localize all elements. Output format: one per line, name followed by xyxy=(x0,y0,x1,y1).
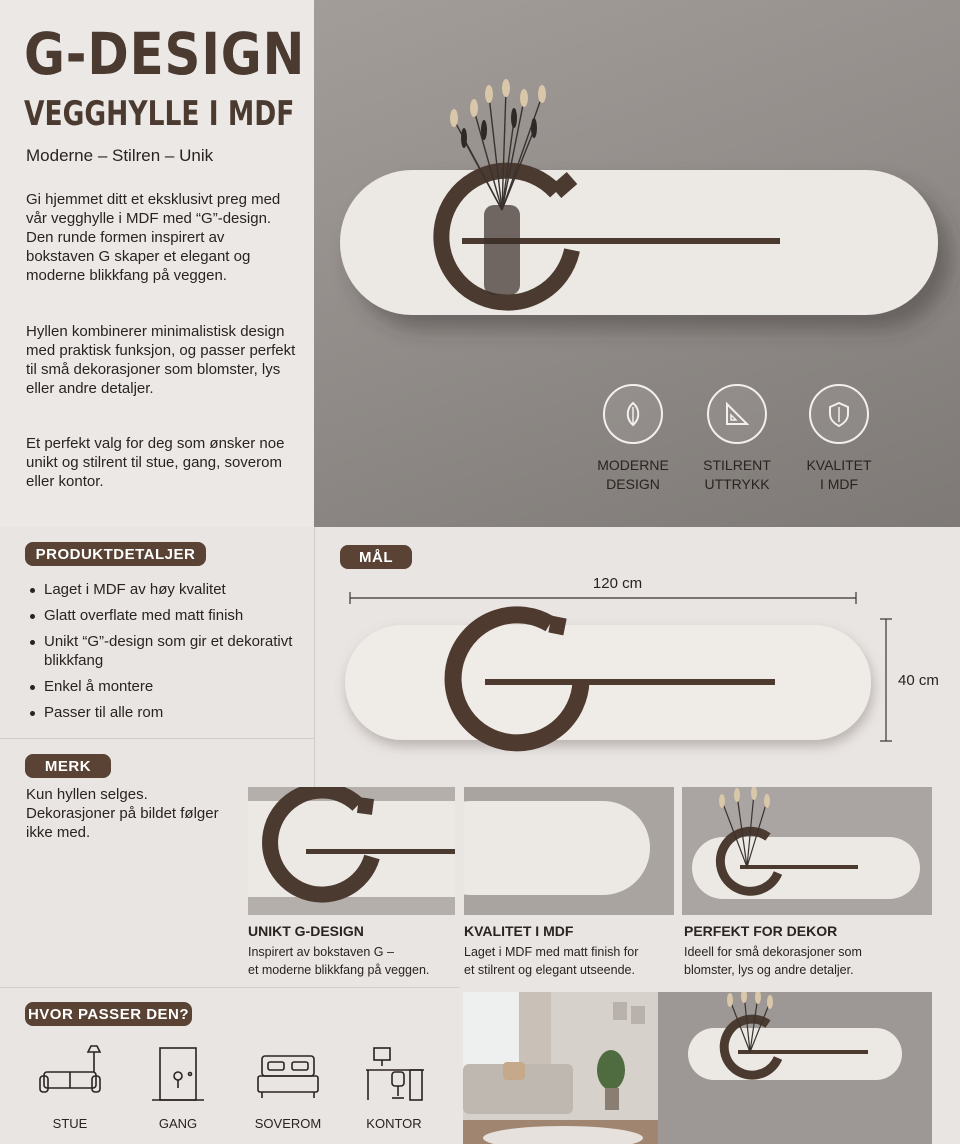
feature-label-line2: UTTRYKK xyxy=(704,476,770,492)
desk-icon xyxy=(354,1044,434,1104)
feature-label-line1: STILRENT xyxy=(703,457,771,473)
intro-panel xyxy=(0,0,314,527)
shield-icon xyxy=(809,384,869,444)
room-living-room xyxy=(30,1044,110,1131)
highlight-title: KVALITET I MDF xyxy=(464,923,574,939)
feature-label-line1: MODERNE xyxy=(597,457,669,473)
room-label: SOVEROM xyxy=(254,1116,322,1131)
highlight-description: Ideell for små dekorasjoner som blomster, lys og andre detaljer. xyxy=(684,945,862,977)
page-subtitle: VEGGHYLLE I MDF xyxy=(24,94,295,134)
section-divider xyxy=(0,987,460,988)
room-label: GANG xyxy=(158,1116,198,1131)
list-item: Enkel å montere xyxy=(30,677,300,696)
door-icon xyxy=(138,1044,218,1104)
ruler-triangle-icon xyxy=(707,384,767,444)
thumbnail-g-design xyxy=(248,787,455,915)
width-label: 120 cm xyxy=(592,575,643,592)
intro-paragraph-2: Hyllen kombinerer minimalistisk design med praktisk funksjon, og passer perfekt til små dekorasjoner som blomster, lys eller andre detaljer. xyxy=(26,323,296,397)
room-hallway xyxy=(138,1044,218,1131)
intro-paragraph-1: Gi hjemmet ditt et eksklusivt preg med vår vegghylle i MDF med “G”-design. Den runde formen inspirert av bokstaven G skaper et elegant og moderne blikkfang på veggen. xyxy=(26,191,281,284)
product-details-heading: PRODUKTDETALJER xyxy=(25,542,206,566)
room-bedroom xyxy=(248,1044,328,1131)
hero-product-photo xyxy=(314,0,960,527)
height-label: 40 cm xyxy=(898,672,939,689)
product-details-list xyxy=(30,580,300,729)
highlight-title: UNIKT G-DESIGN xyxy=(248,923,364,939)
tagline: Moderne – Stilren – Unik xyxy=(26,146,214,165)
section-divider xyxy=(0,738,314,739)
feature-label-line2: I MDF xyxy=(819,476,859,492)
highlight-description: Inspirert av bokstaven G – et moderne blikkfang på veggen. xyxy=(248,945,430,977)
feature-modern-design xyxy=(578,384,688,494)
thumbnail-decor xyxy=(682,787,932,915)
leaf-icon xyxy=(603,384,663,444)
bed-icon xyxy=(248,1044,328,1104)
list-item: Unikt “G”-design som gir et dekorativt blikkfang xyxy=(30,632,300,670)
sofa-icon xyxy=(30,1044,110,1104)
feature-label-line1: KVALITET xyxy=(806,457,872,473)
note-text: Kun hyllen selges. Dekorasjoner på bildet følger ikke med. xyxy=(26,786,219,841)
dimension-drawing xyxy=(315,527,960,787)
list-item: Passer til alle rom xyxy=(30,703,300,722)
page-title: G-DESIGN xyxy=(24,20,306,88)
shelf-wall-photo xyxy=(658,992,932,1144)
room-label: KONTOR xyxy=(366,1116,422,1131)
room-office xyxy=(354,1044,434,1131)
list-item: Glatt overflate med matt finish xyxy=(30,606,300,625)
feature-clean-expression xyxy=(682,384,792,494)
dimensions-diagram xyxy=(315,527,960,787)
highlight-description: Laget i MDF med matt finish for et stilrent og elegant utseende. xyxy=(464,945,639,977)
thumbnail-mdf-quality xyxy=(464,787,674,915)
living-room-photo xyxy=(463,992,658,1144)
feature-label-line2: DESIGN xyxy=(606,476,660,492)
feature-quality-mdf xyxy=(784,384,894,494)
list-item: Laget i MDF av høy kvalitet xyxy=(30,580,300,599)
note-heading: MERK xyxy=(25,754,111,778)
intro-paragraph-3: Et perfekt valg for deg som ønsker noe unikt og stilrent til stue, gang, soverom eller kontor. xyxy=(26,435,285,490)
room-label: STUE xyxy=(52,1116,88,1131)
dimensions-heading: MÅL xyxy=(340,545,412,569)
rooms-heading: HVOR PASSER DEN? xyxy=(25,1002,192,1026)
highlight-title: PERFEKT FOR DEKOR xyxy=(684,923,838,939)
